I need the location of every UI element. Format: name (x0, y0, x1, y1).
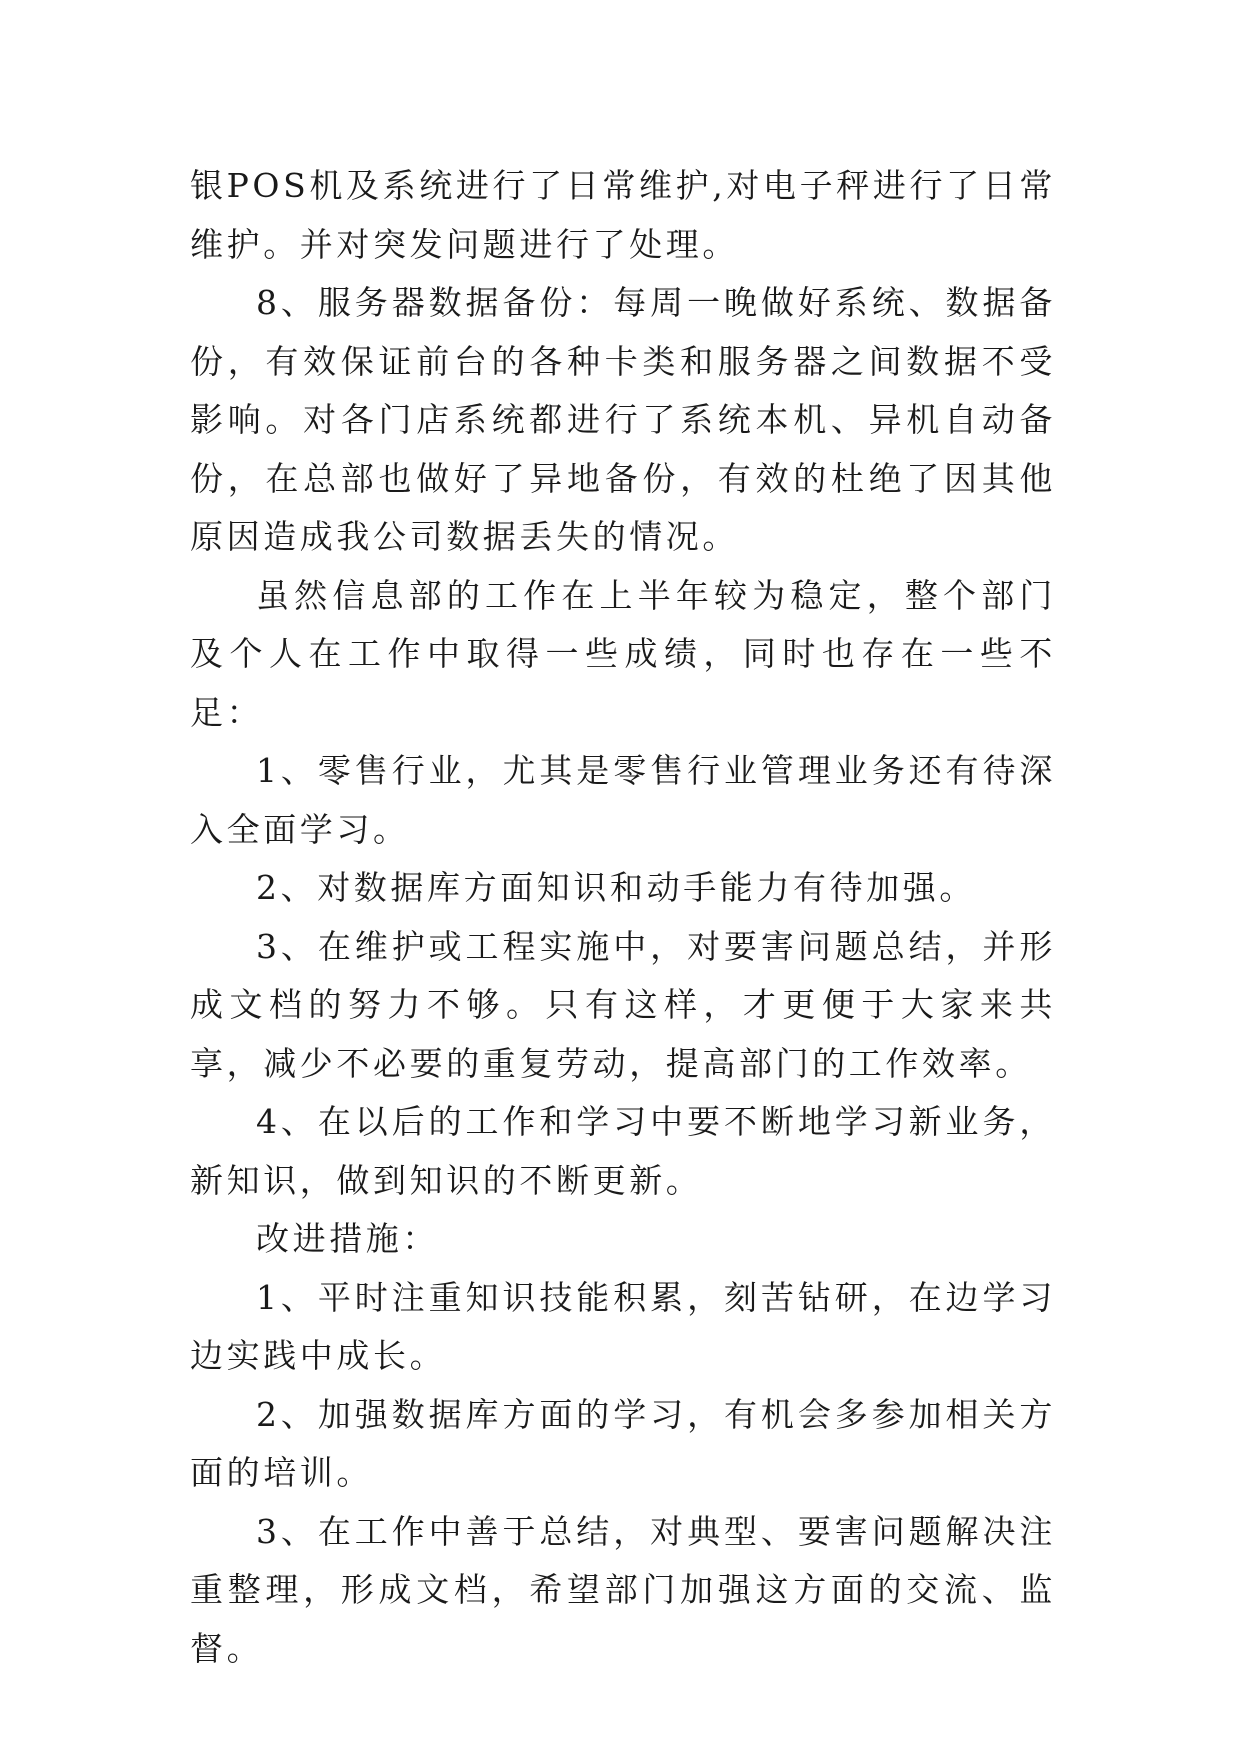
paragraph-shortcoming-2: 2、对数据库方面知识和动手能力有待加强。 (256, 868, 976, 907)
paragraph-server-backup: 8、服务器数据备份：每周一晚做好系统、数据备份，有效保证前台的各种卡类和服务器之间数据不受影响。对各门店系统都进行了系统本机、异机自动备份，在总部也做好了异地备份，有效的杜绝了因其他原因造成我公司数据丢失的情况。 (190, 283, 1056, 556)
document-body (190, 157, 1056, 1678)
paragraph-improvement-2: 2、加强数据库方面的学习，有机会多参加相关方面的培训。 (190, 1394, 1056, 1492)
paragraph-shortcomings-intro: 虽然信息部的工作在上半年较为稳定，整个部门及个人在工作中取得一些成绩，同时也存在一些不足： (190, 575, 1056, 732)
paragraph-shortcoming-1: 1、零售行业，尤其是零售行业管理业务还有待深入全面学习。 (190, 751, 1056, 849)
paragraph-improvement-3: 3、在工作中善于总结，对典型、要害问题解决注重整理，形成文档，希望部门加强这方面的交流、监督。 (190, 1511, 1056, 1668)
paragraph-improvement-1: 1、平时注重知识技能积累，刻苦钻研，在边学习边实践中成长。 (190, 1277, 1056, 1375)
paragraph-shortcoming-4: 4、在以后的工作和学习中要不断地学习新业务，新知识，做到知识的不断更新。 (190, 1102, 1056, 1200)
paragraph-improvements-heading: 改进措施： (256, 1219, 439, 1258)
paragraph-shortcoming-3: 3、在维护或工程实施中，对要害问题总结，并形成文档的努力不够。只有这样，才更便于大家来共享，减少不必要的重复劳动，提高部门的工作效率。 (190, 926, 1056, 1083)
paragraph-maintenance-continued: 银POS机及系统进行了日常维护,对电子秤进行了日常维护。并对突发问题进行了处理。 (190, 166, 1056, 264)
